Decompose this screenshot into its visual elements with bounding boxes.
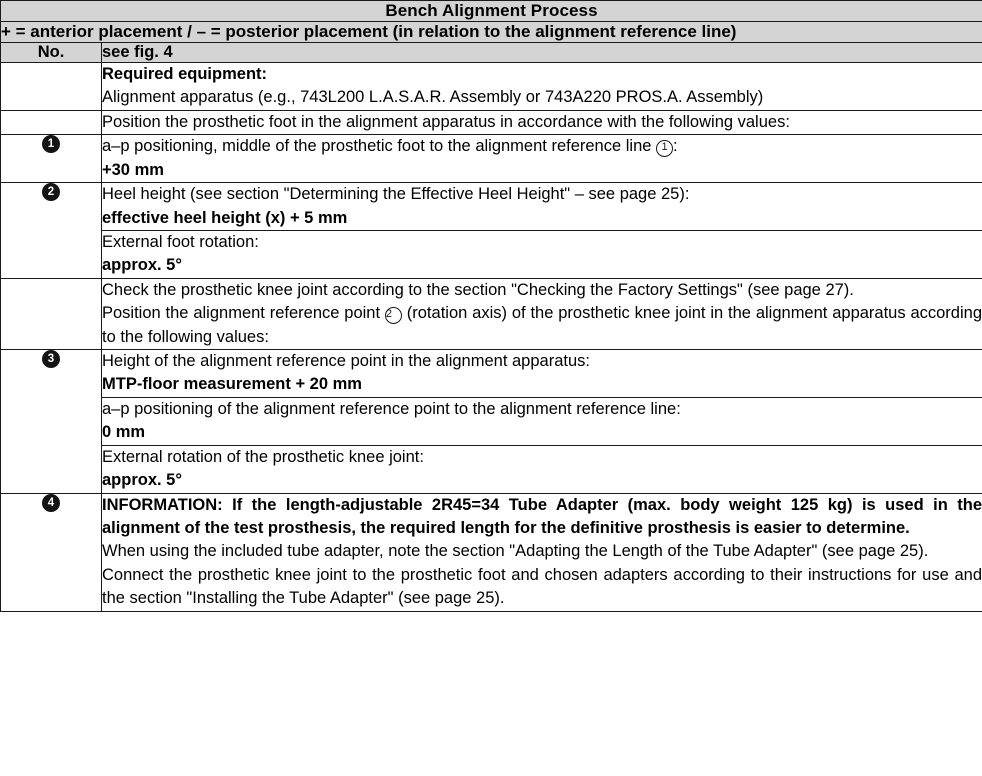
column-header-no: No. [1,43,102,63]
external-knee-rotation-label: External rotation of the prosthetic knee joint: [102,447,424,466]
column-header-description: see fig. 4 [102,43,982,63]
step-marker-cell-4 [1,493,102,611]
table-row [1,135,982,183]
table-row [1,278,982,349]
step-marker-cell-1 [1,135,102,183]
reference-point-height-value: MTP-floor measurement + 20 mm [102,375,362,394]
step-bullet-1: 1 [42,135,60,153]
foot-positioning-intro: Position the prosthetic foot in the alignment apparatus in accordance with the following values: [102,112,790,131]
step-marker-cell-3 [1,350,102,494]
required-equipment-heading: Required equipment: [102,65,268,83]
external-knee-rotation-value: approx. 5° [102,471,182,490]
step-marker-cell [1,278,102,349]
step-marker-cell-2 [1,183,102,279]
ap-positioning-reference-value: 0 mm [102,423,146,442]
step-marker-cell [1,63,102,111]
reference-point-height-label: Height of the alignment reference point in the alignment apparatus: [102,352,590,371]
external-foot-rotation-value: approx. 5° [102,256,182,275]
step-content-cell [102,63,982,111]
step-content-cell [102,110,982,134]
table-row [1,493,982,611]
step-bullet-4: 4 [42,494,60,512]
check-knee-joint-text: Check the prosthetic knee joint according to the section "Checking the Factory Settings" (see page 27). [102,280,854,299]
legend-text: + = anterior placement / – = posterior placement (in relation to the alignment reference line) [1,22,982,43]
connect-knee-joint-note: Connect the prosthetic knee joint to the prosthetic foot and chosen adapters according to their instructions for use and the section "Installing the Tube Adapter" (see page 25). [102,565,982,608]
table-row [1,397,982,445]
step-marker-cell [1,110,102,134]
table-column-header-row [1,43,982,63]
step-content-cell [102,350,982,398]
table-row [1,350,982,398]
ap-positioning-foot-value: +30 mm [102,160,164,179]
page-title: Bench Alignment Process [1,1,982,22]
table-title-row [1,1,982,22]
step-bullet-2: 2 [42,183,60,201]
ap-positioning-foot-label: a–p positioning, middle of the prosthetic foot to the alignment reference line 1 : [102,137,678,156]
external-foot-rotation-label: External foot rotation: [102,232,259,251]
table-row [1,183,982,231]
step-content-cell [102,493,982,611]
information-note: INFORMATION: If the length-adjustable 2R45=34 Tube Adapter (max. body weight 125 kg) is used in the alignment of the test prosthesis, the required length for the definitive prosthesis is easier to determine. [102,495,982,538]
step-content-cell [102,397,982,445]
step-bullet-3: 3 [42,350,60,368]
ap-positioning-reference-label: a–p positioning of the alignment reference point to the alignment reference line: [102,399,681,418]
step-content-cell [102,278,982,349]
required-equipment-detail: Alignment apparatus (e.g., 743L200 L.A.S.A.R. Assembly or 743A220 PROS.A. Assembly) [102,88,764,107]
step-content-cell [102,445,982,493]
table-legend-row [1,22,982,43]
table-row [1,445,982,493]
position-reference-point-text: Position the alignment reference point 2 (rotation axis) of the prosthetic knee joint in the alignment apparatus according to the following values: [102,304,982,346]
step-content-cell [102,135,982,183]
step-content-cell [102,183,982,231]
heel-height-value: effective heel height (x) + 5 mm [102,208,348,227]
table-row [1,230,982,278]
heel-height-label: Heel height (see section "Determining the Effective Heel Height" – see page 25): [102,185,690,204]
step-content-cell [102,230,982,278]
table-row [1,63,982,111]
circled-number-2-icon: 2 [385,307,402,324]
table-row [1,110,982,134]
circled-number-1-icon: 1 [656,140,673,157]
tube-adapter-length-note: When using the included tube adapter, note the section "Adapting the Length of the Tube Adapter" (see page 25). [102,542,929,561]
